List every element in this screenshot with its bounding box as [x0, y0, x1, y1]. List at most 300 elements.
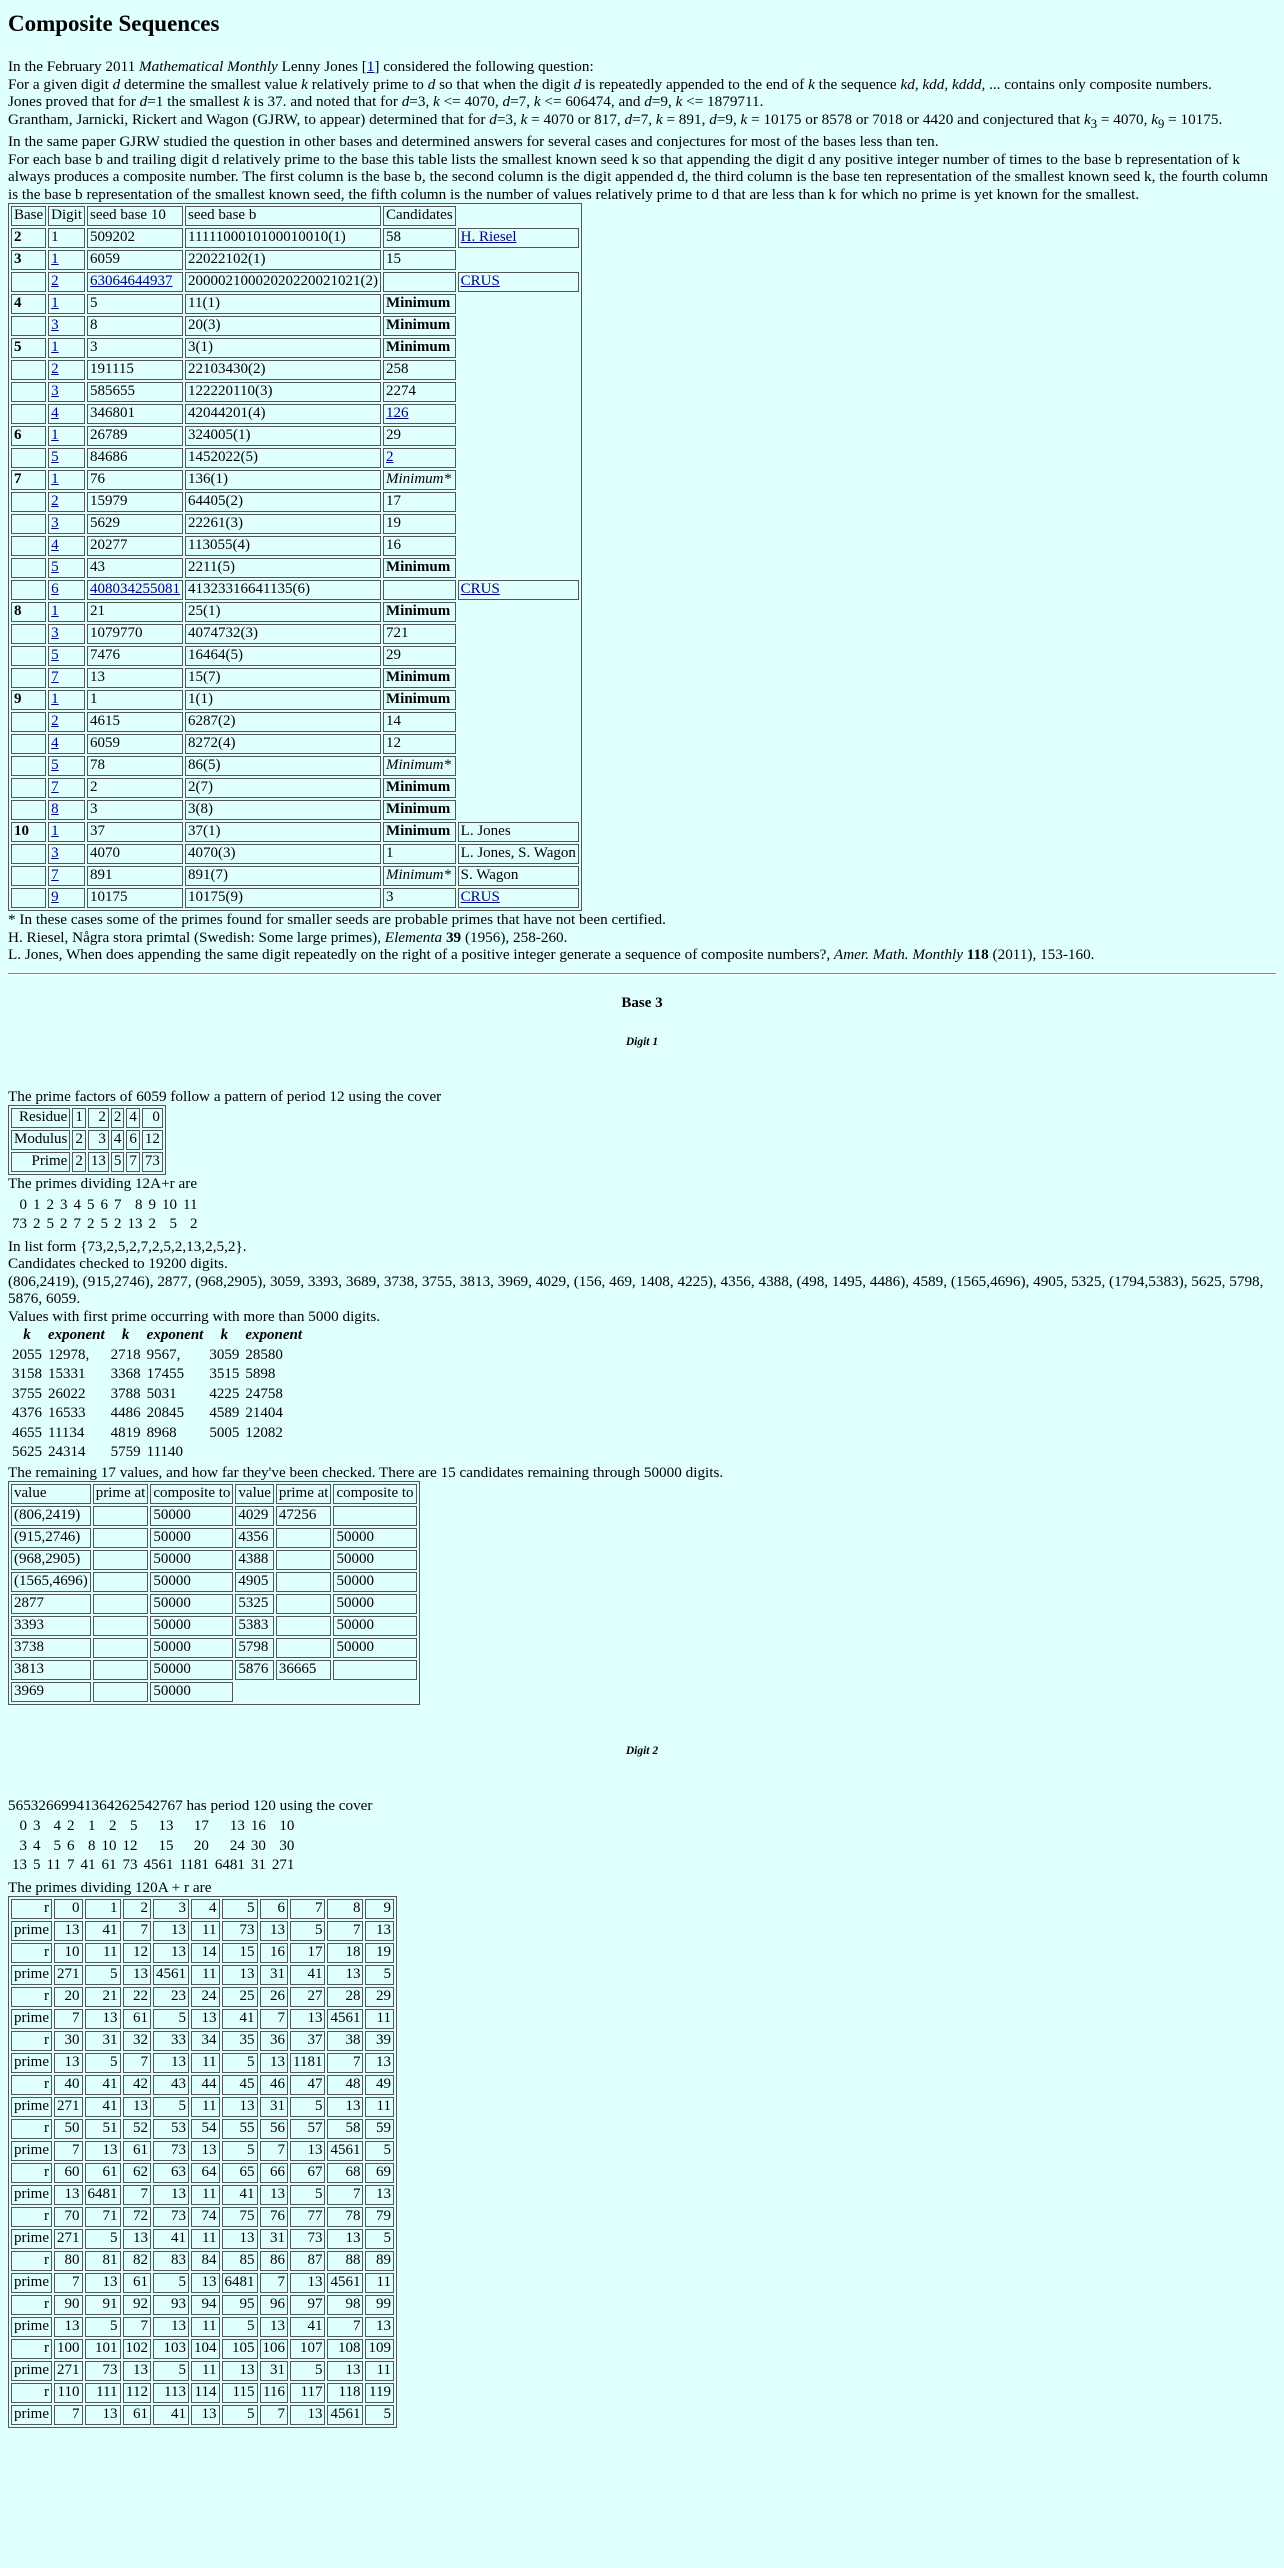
prime-value: 13: [191, 2405, 220, 2425]
digit-cell: [48, 470, 85, 490]
table-row: [11, 294, 579, 314]
digit-link[interactable]: 5: [51, 559, 59, 576]
seed-base10-cell: 10175: [87, 888, 183, 908]
column-header: exponent: [245, 1327, 303, 1344]
prime-value: 5: [153, 2273, 189, 2293]
cover-row: [11, 1108, 163, 1128]
digit-link[interactable]: 1: [51, 427, 59, 444]
prime-value: 11: [191, 2361, 220, 2381]
residue-value: 111: [85, 2383, 121, 2403]
residue-value: 42: [123, 2075, 152, 2095]
prime-value: 2: [60, 1216, 68, 1233]
seed-base-b-cell: 16464(5): [185, 646, 381, 666]
cover-value: 11: [46, 1857, 61, 1874]
digit-link[interactable]: 3: [51, 317, 59, 334]
prime-value: 5: [153, 2009, 189, 2029]
residue-value: 115: [222, 2383, 258, 2403]
residue-value: 76: [260, 2207, 289, 2227]
prime-value: 4561: [327, 2009, 363, 2029]
digit-cell: [48, 382, 85, 402]
reference-cell: [458, 272, 579, 292]
prime-value: 11: [365, 2097, 394, 2117]
residue-value: 114: [191, 2383, 220, 2403]
dividing-r-row: [10, 1197, 199, 1215]
residue-value: 4: [191, 1899, 220, 1919]
candidates-cell: Minimum: [383, 778, 456, 798]
table-row: [11, 690, 579, 710]
prime-value: 13: [127, 1216, 143, 1233]
residue-value: 70: [54, 2207, 83, 2227]
column-header: value: [11, 1484, 91, 1504]
digit-link[interactable]: 1: [51, 691, 59, 708]
table-row: [11, 470, 579, 490]
residue-value: 90: [54, 2295, 83, 2315]
residue-value: 59: [365, 2119, 394, 2139]
residue-value: 45: [222, 2075, 258, 2095]
candidates-cell: Minimum: [383, 800, 456, 820]
seed-base-b-cell: 3(8): [185, 800, 381, 820]
prime-value: 61: [123, 2009, 152, 2029]
prime-value: 31: [260, 2361, 289, 2381]
digit-cell: [48, 646, 85, 666]
candidates-cell: [383, 272, 456, 292]
residue-value: 87: [290, 2251, 325, 2271]
seed-base10-cell: [87, 272, 183, 292]
digit-link[interactable]: 7: [51, 867, 59, 884]
table-row: [11, 844, 579, 864]
cover-value: 20: [193, 1837, 209, 1854]
prime-value: 7: [260, 2009, 289, 2029]
prime-value: 7: [54, 2009, 83, 2029]
cover-value: 7: [126, 1152, 140, 1172]
note-probable-primes: * In these cases some of the primes found for smaller seeds are probable primes that have not been certified.: [8, 911, 666, 929]
prime-value: 7: [54, 2141, 83, 2161]
candidates-cell: Minimum: [383, 316, 456, 336]
table-cell: 12978,: [48, 1346, 90, 1363]
digit-cell: [48, 668, 85, 688]
base-cell: [11, 844, 46, 864]
digit-cell: [48, 338, 85, 358]
residue-value: 21: [85, 1987, 121, 2007]
seed-base-b-cell: 11(1): [185, 294, 381, 314]
prime-value: 41: [85, 2097, 121, 2117]
residue-value: 101: [85, 2339, 121, 2359]
seed-base-b-cell: 22022102(1): [185, 250, 381, 270]
residue-value: 84: [191, 2251, 220, 2271]
digit-link[interactable]: 8: [51, 801, 59, 818]
prime-value: 4561: [153, 1965, 189, 1985]
prime-value: 13: [123, 2229, 152, 2249]
table-cell: 11134: [48, 1424, 85, 1441]
cover-label: Prime: [11, 1152, 70, 1172]
cover-value: 2: [66, 1818, 75, 1835]
table-cell: [276, 1616, 332, 1636]
residue-value: 36: [260, 2031, 289, 2051]
residue-value: 98: [327, 2295, 363, 2315]
seed-base10-cell: 13: [87, 668, 183, 688]
residue-value: 6: [260, 1899, 289, 1919]
cover-value: 2: [88, 1108, 109, 1128]
digit-cell: [48, 272, 85, 292]
digit-link[interactable]: 2: [51, 713, 59, 730]
seed-base10-cell: 1079770: [87, 624, 183, 644]
digit-cell: [48, 778, 85, 798]
prime-value: 5: [290, 2361, 325, 2381]
table-cell: 4655: [12, 1424, 42, 1441]
residue-value: 82: [123, 2251, 152, 2271]
candidates-cell: Minimum: [383, 338, 456, 358]
table-row: [11, 272, 579, 292]
prime-value: 13: [260, 2053, 289, 2073]
residue-value: 17: [290, 1943, 325, 1963]
candidates-cell: 17: [383, 492, 456, 512]
column-header: value: [235, 1484, 273, 1504]
prime-value: 13: [54, 2053, 83, 2073]
base-cell: [11, 734, 46, 754]
prime-row: [11, 2229, 394, 2249]
seed-base-b-cell: 64405(2): [185, 492, 381, 512]
table-cell: [93, 1616, 149, 1636]
prime-value: 271: [54, 2097, 83, 2117]
prime-value: 5: [290, 1921, 325, 1941]
table-cell: [276, 1572, 332, 1592]
seed-base10-cell: 26789: [87, 426, 183, 446]
digit-cell: [48, 448, 85, 468]
column-header: prime at: [93, 1484, 149, 1504]
dividing-prime-row: [10, 1216, 199, 1234]
residue-value: 58: [327, 2119, 363, 2139]
cover-value: 5: [111, 1152, 125, 1172]
prime-value: 61: [123, 2141, 152, 2161]
residue-value: 31: [85, 2031, 121, 2051]
seed-base-b-cell: 2211(5): [185, 558, 381, 578]
prime-value: 41: [290, 2317, 325, 2337]
seed-base-b-cell: 136(1): [185, 470, 381, 490]
prime-value: 7: [327, 2185, 363, 2205]
residue-value: 108: [327, 2339, 363, 2359]
cover-value: 5: [129, 1818, 138, 1835]
cover-value: 1181: [179, 1857, 209, 1874]
reference-link[interactable]: H. Riesel: [460, 229, 517, 246]
table-row: [11, 580, 579, 600]
table-row: [11, 646, 579, 666]
residue-value: 55: [222, 2119, 258, 2139]
residue-value: 68: [327, 2163, 363, 2183]
residue-value: 63: [153, 2163, 189, 2183]
base-cell: 4: [11, 294, 46, 314]
residue-value: 4: [73, 1196, 81, 1213]
digit-link[interactable]: 7: [51, 669, 59, 686]
table-cell: [93, 1528, 149, 1548]
digit-link[interactable]: 9: [51, 889, 59, 906]
residue-value: 15: [222, 1943, 258, 1963]
base-cell: [11, 514, 46, 534]
seed-base-b-cell: 3(1): [185, 338, 381, 358]
reference-cell: L. Jones, S. Wagon: [458, 844, 579, 864]
row-label: r: [11, 1943, 52, 1963]
row-label: r: [11, 2339, 52, 2359]
residue-value: 32: [123, 2031, 152, 2051]
table-cell: 50000: [150, 1506, 233, 1526]
prime-value: 11: [191, 2185, 220, 2205]
base-cell: 7: [11, 470, 46, 490]
cover-value: 5: [53, 1837, 61, 1854]
candidates-cell: 258: [383, 360, 456, 380]
prime-value: 271: [54, 1965, 83, 1985]
table-cell: 50000: [150, 1660, 233, 1680]
table-cell: (915,2746): [11, 1528, 91, 1548]
table-cell: 3368: [110, 1366, 141, 1383]
seed-base10-cell: 37: [87, 822, 183, 842]
residue-value: 26: [260, 1987, 289, 2007]
candidates-cell: Minimum*: [383, 866, 456, 886]
table-cell: 36665: [276, 1660, 332, 1680]
cover-value: 4561: [143, 1857, 174, 1874]
digit-link[interactable]: 1: [51, 603, 59, 620]
digit-cell: [48, 426, 85, 446]
digit-link[interactable]: 2: [51, 273, 59, 290]
table-cell: 50000: [150, 1572, 233, 1592]
prime-value: 13: [85, 2009, 121, 2029]
table-cell: 4029: [235, 1506, 273, 1526]
prime-value: 31: [260, 1965, 289, 1985]
prime-value: 11: [191, 1921, 220, 1941]
prime-row: [11, 2405, 394, 2425]
residue-row: [11, 1943, 394, 1963]
prime-value: 41: [85, 1921, 121, 1941]
cover-value: 15: [158, 1837, 174, 1854]
prime-value: 13: [85, 2273, 121, 2293]
seed-base-b-cell: 324005(1): [185, 426, 381, 446]
residue-value: 0: [54, 1899, 83, 1919]
seed-link[interactable]: 408034255081: [90, 581, 181, 598]
residue-value: 2: [46, 1196, 54, 1213]
digit-link[interactable]: 1: [51, 471, 59, 488]
table-row: [11, 536, 579, 556]
table-row: [11, 1682, 417, 1702]
prime-value: 5: [85, 2053, 121, 2073]
prime-value: 31: [260, 2097, 289, 2117]
table-cell: 50000: [150, 1682, 233, 1702]
column-header: seed base b: [185, 206, 381, 226]
digit-link[interactable]: 3: [51, 383, 59, 400]
residue-value: 51: [85, 2119, 121, 2139]
reference-link[interactable]: CRUS: [460, 889, 500, 906]
digit-link[interactable]: 1: [51, 339, 59, 356]
residue-value: 110: [54, 2383, 83, 2403]
cover-value: 17: [193, 1818, 209, 1835]
residue-value: 93: [153, 2295, 189, 2315]
table-row: [11, 668, 579, 688]
prime-value: 13: [153, 2317, 189, 2337]
digit-link[interactable]: 1: [51, 295, 59, 312]
prime-value: 7: [327, 2053, 363, 2073]
prime-value: 11: [191, 2317, 220, 2337]
cover-value: 3: [88, 1130, 109, 1150]
seed-base-b-cell: 25(1): [185, 602, 381, 622]
seed-base-b-cell: 4070(3): [185, 844, 381, 864]
digit-link[interactable]: 2: [51, 361, 59, 378]
digit-link[interactable]: 3: [51, 515, 59, 532]
digit-link[interactable]: 5: [51, 449, 59, 466]
seed-base10-cell: 21: [87, 602, 183, 622]
prime-value: 13: [153, 1921, 189, 1941]
prime-value: 61: [123, 2273, 152, 2293]
candidates-link[interactable]: 126: [386, 405, 409, 422]
prime-value: 2: [33, 1216, 41, 1233]
prime-value: 11: [365, 2273, 394, 2293]
reference-jones: L. Jones, When does appending the same digit repeatedly on the right of a positive integer generate a sequence of composite numbers?, Amer. Math. Monthly 118 (2011), 153-160.: [8, 946, 1095, 964]
candidates-cell: 12: [383, 734, 456, 754]
prime-value: 7: [327, 2317, 363, 2337]
row-label: prime: [11, 2097, 52, 2117]
residue-row: [11, 2075, 394, 2095]
table-cell: 3059: [209, 1346, 240, 1363]
seed-base-b-cell: 20000210002020220021021(2): [185, 272, 381, 292]
residue-value: 79: [365, 2207, 394, 2227]
residue-value: 40: [54, 2075, 83, 2095]
table-cell: 5383: [235, 1616, 273, 1636]
table-cell: 5759: [110, 1444, 141, 1461]
table-row: [11, 360, 579, 380]
prime-value: 5: [153, 2097, 189, 2117]
digit-link[interactable]: 3: [51, 845, 59, 862]
digit-link[interactable]: 5: [51, 647, 59, 664]
digit2-dividing-intro: The primes dividing 120A + r are: [8, 1878, 212, 1896]
divider: [8, 973, 1276, 975]
table-cell: 15331: [48, 1366, 86, 1383]
table-cell: (1565,4696): [11, 1572, 91, 1592]
residue-value: 60: [54, 2163, 83, 2183]
digit-link[interactable]: 4: [51, 537, 59, 554]
first-prime-table: [8, 1325, 306, 1464]
digit-link[interactable]: 1: [51, 823, 59, 840]
base-cell: 3: [11, 250, 46, 270]
row-label: prime: [11, 2405, 52, 2425]
digit-link[interactable]: 4: [51, 735, 59, 752]
prime-value: 41: [222, 2185, 258, 2205]
residue-value: 11: [183, 1196, 198, 1213]
seed-base-b-cell: 22103430(2): [185, 360, 381, 380]
residue-value: 89: [365, 2251, 394, 2271]
candidates-link[interactable]: 2: [386, 449, 394, 466]
residue-value: 117: [290, 2383, 325, 2403]
prime-value: 13: [222, 2361, 258, 2381]
digit-link[interactable]: 4: [51, 405, 59, 422]
cover-value: 16: [250, 1818, 266, 1835]
base-cell: [11, 712, 46, 732]
residue-value: 88: [327, 2251, 363, 2271]
candidates-cell: Minimum*: [383, 756, 456, 776]
digit-cell: [48, 580, 85, 600]
residue-value: 7: [290, 1899, 325, 1919]
table-cell: [276, 1528, 332, 1548]
prime-value: 13: [54, 2185, 83, 2205]
seed-base10-cell: 76: [87, 470, 183, 490]
residue-value: 25: [222, 1987, 258, 2007]
table-cell: 2718: [110, 1346, 141, 1363]
prime-value: 73: [153, 2141, 189, 2161]
row-label: r: [11, 1899, 52, 1919]
reference-link[interactable]: CRUS: [460, 581, 500, 598]
residue-value: 37: [290, 2031, 325, 2051]
residue-value: 38: [327, 2031, 363, 2051]
prime-value: 7: [54, 2405, 83, 2425]
residue-value: 78: [327, 2207, 363, 2227]
row-label: prime: [11, 2229, 52, 2249]
residue-value: 48: [327, 2075, 363, 2095]
digit-cell: [48, 734, 85, 754]
base-cell: 2: [11, 228, 46, 248]
seed-base-b-cell: 122220110(3): [185, 382, 381, 402]
residue-value: 13: [153, 1943, 189, 1963]
cover-value: 10: [101, 1837, 117, 1854]
base-cell: [11, 668, 46, 688]
seed-link[interactable]: 63064644937: [90, 273, 173, 290]
table-cell: 4376: [12, 1405, 42, 1422]
prime-value: 5: [100, 1216, 108, 1233]
prime-row: [11, 2141, 394, 2161]
residue-value: 65: [222, 2163, 258, 2183]
table-cell: 3755: [12, 1385, 42, 1402]
reference-cell: L. Jones: [458, 822, 579, 842]
table-row: [11, 712, 579, 732]
row-label: prime: [11, 2361, 52, 2381]
residue-row: [11, 2251, 394, 2271]
prime-value: 7: [123, 2185, 152, 2205]
digit-link[interactable]: 6: [51, 581, 59, 598]
prime-value: 7: [123, 2317, 152, 2337]
seed-base10-cell: 4615: [87, 712, 183, 732]
digit-link[interactable]: 3: [51, 625, 59, 642]
digit-link[interactable]: 2: [51, 493, 59, 510]
cover-value: 4: [53, 1818, 61, 1835]
digit-link[interactable]: 7: [51, 779, 59, 796]
candidates-cell: Minimum: [383, 822, 456, 842]
table-row: [10, 1347, 304, 1365]
digit-cell: [48, 888, 85, 908]
digit-cell: [48, 844, 85, 864]
digit-link[interactable]: 1: [51, 251, 59, 268]
row-label: prime: [11, 2053, 52, 2073]
table-cell: 2055: [12, 1346, 42, 1363]
ref-link-1[interactable]: 1: [366, 58, 375, 75]
base-cell: [11, 404, 46, 424]
digit-cell: [48, 690, 85, 710]
residue-value: 3: [60, 1196, 68, 1213]
prime-value: 13: [327, 1965, 363, 1985]
empty-cell: [276, 1682, 332, 1702]
row-label: r: [11, 1987, 52, 2007]
cover-value: 41: [80, 1857, 96, 1874]
residue-value: 27: [290, 1987, 325, 2007]
digit-link[interactable]: 5: [51, 757, 59, 774]
column-header: prime at: [276, 1484, 332, 1504]
residue-value: 66: [260, 2163, 289, 2183]
candidates-cell: 14: [383, 712, 456, 732]
table-cell: 50000: [150, 1528, 233, 1548]
table-cell: 5031: [146, 1385, 177, 1402]
column-header: composite to: [150, 1484, 233, 1504]
table-cell: [93, 1682, 149, 1702]
cover-value: 0: [19, 1818, 27, 1835]
reference-link[interactable]: CRUS: [460, 273, 500, 290]
column-header: seed base 10: [87, 206, 183, 226]
prime-value: 13: [222, 2229, 258, 2249]
table-row: [11, 1550, 417, 1570]
table-cell: 4905: [235, 1572, 273, 1592]
table-cell: 3393: [11, 1616, 91, 1636]
